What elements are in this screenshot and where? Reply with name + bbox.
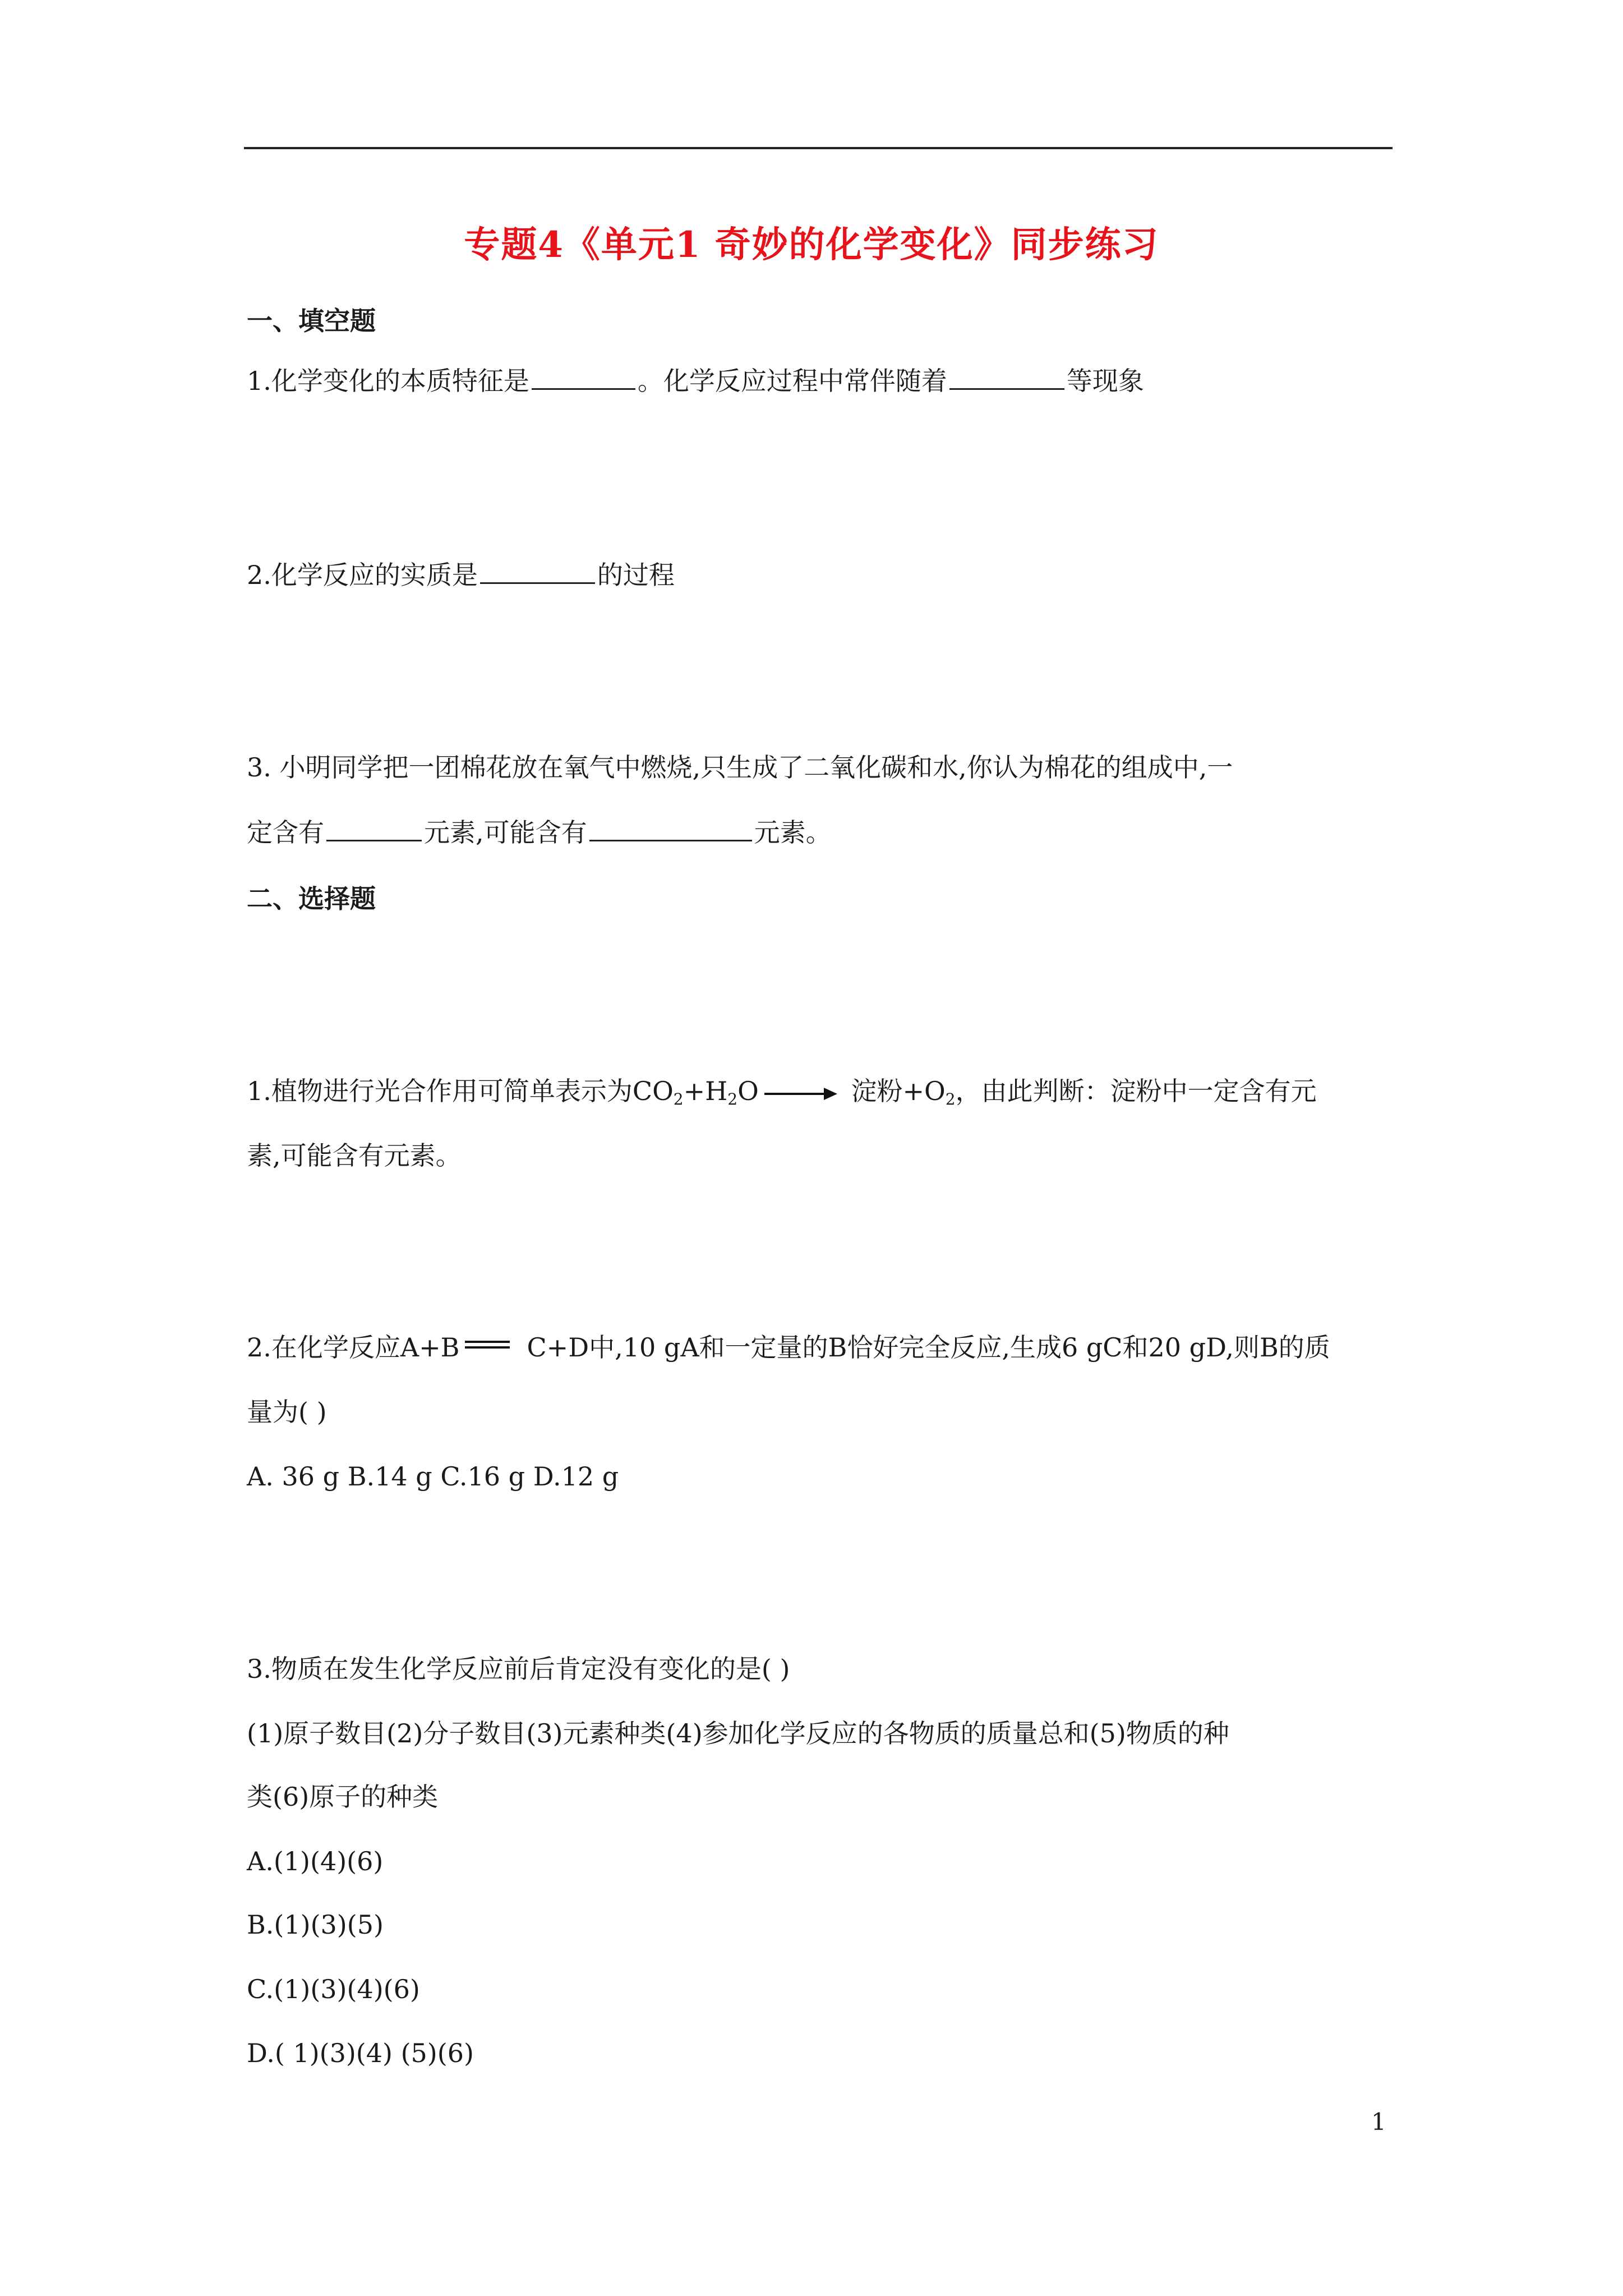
fill-q1-text-b: 。化学反应过程中常伴随着 — [637, 366, 947, 396]
answer-blank[interactable] — [589, 815, 752, 841]
answer-blank[interactable] — [326, 815, 422, 841]
choice-q2-text-b: C+D中,10 gA和一定量的B恰好完全反应,生成6 gC和20 gD,则B的质 — [527, 1332, 1330, 1363]
fill-question-1 — [247, 364, 1144, 398]
fill-q1-text-a: 1.化学变化的本质特征是 — [247, 366, 529, 396]
choice-q3-option-d: D.( 1)(3)(4) (5)(6) — [247, 2038, 474, 2068]
choice-q1-text-d: 淀粉+O — [851, 1076, 946, 1106]
page-title: 专题4《单元1 奇妙的化学变化》同步练习 — [464, 224, 1159, 266]
choice-question-2-line-1 — [247, 1331, 1330, 1364]
choice-q3-option-b: B.(1)(3)(5) — [247, 1910, 384, 1940]
fill-q2-text-b: 的过程 — [597, 560, 675, 590]
choice-q2-text-a: 2.在化学反应A+B — [247, 1332, 460, 1363]
subscript: 2 — [673, 1090, 684, 1108]
header-rule — [244, 147, 1393, 149]
answer-blank[interactable] — [532, 364, 635, 390]
reaction-arrow-icon — [764, 1088, 837, 1099]
choice-q1-text-e: ，由此判断：淀粉中一定含有元 — [955, 1076, 1317, 1106]
fill-question-3-line-2 — [247, 815, 832, 849]
choice-question-3-stem: 3.物质在发生化学反应前后肯定没有变化的是( ) — [247, 1654, 790, 1684]
choice-question-3-items-1: (1)原子数目(2)分子数目(3)元素种类(4)参加化学反应的各物质的质量总和(5)物质的种 — [247, 1718, 1229, 1749]
choice-q1-text-a: 1.植物进行光合作用可简单表示为CO — [247, 1076, 674, 1106]
fill-q2-text-a: 2.化学反应的实质是 — [247, 560, 478, 590]
choice-q3-option-a: A.(1)(4)(6) — [247, 1846, 384, 1876]
fill-q3-text-a: 定含有 — [247, 817, 324, 848]
choice-q1-text-b: +H — [683, 1076, 728, 1106]
answer-blank[interactable] — [480, 558, 595, 584]
choice-question-2-options: A. 36 g B.14 g C.16 g D.12 g — [247, 1461, 619, 1492]
answer-blank[interactable] — [949, 364, 1064, 390]
choice-question-3-items-2: 类(6)原子的种类 — [247, 1782, 439, 1812]
fill-question-2 — [247, 558, 675, 592]
subscript: 2 — [945, 1090, 956, 1108]
section-heading-choice: 二、选择题 — [247, 884, 376, 914]
choice-q3-option-c: C.(1)(3)(4)(6) — [247, 1974, 420, 2004]
section-heading-fill: 一、填空题 — [247, 306, 376, 336]
choice-question-1-line-2: 素,可能含有元素。 — [247, 1140, 462, 1171]
choice-q1-text-c: O — [737, 1076, 759, 1106]
fill-q3-text-b: 元素,可能含有 — [424, 817, 587, 848]
fill-question-3-line-1: 3. 小明同学把一团棉花放在氧气中燃烧,只生成了二氧化碳和水,你认为棉花的组成中,一 — [247, 752, 1233, 783]
choice-question-1-line-1 — [247, 1074, 1317, 1116]
page-number: 1 — [1371, 2108, 1386, 2136]
fill-q3-text-c: 元素。 — [754, 817, 832, 848]
choice-question-2-line-2: 量为( ) — [247, 1397, 327, 1427]
equals-sign-icon — [465, 1341, 510, 1349]
subscript: 2 — [727, 1090, 738, 1108]
fill-q1-text-c: 等现象 — [1066, 366, 1144, 396]
